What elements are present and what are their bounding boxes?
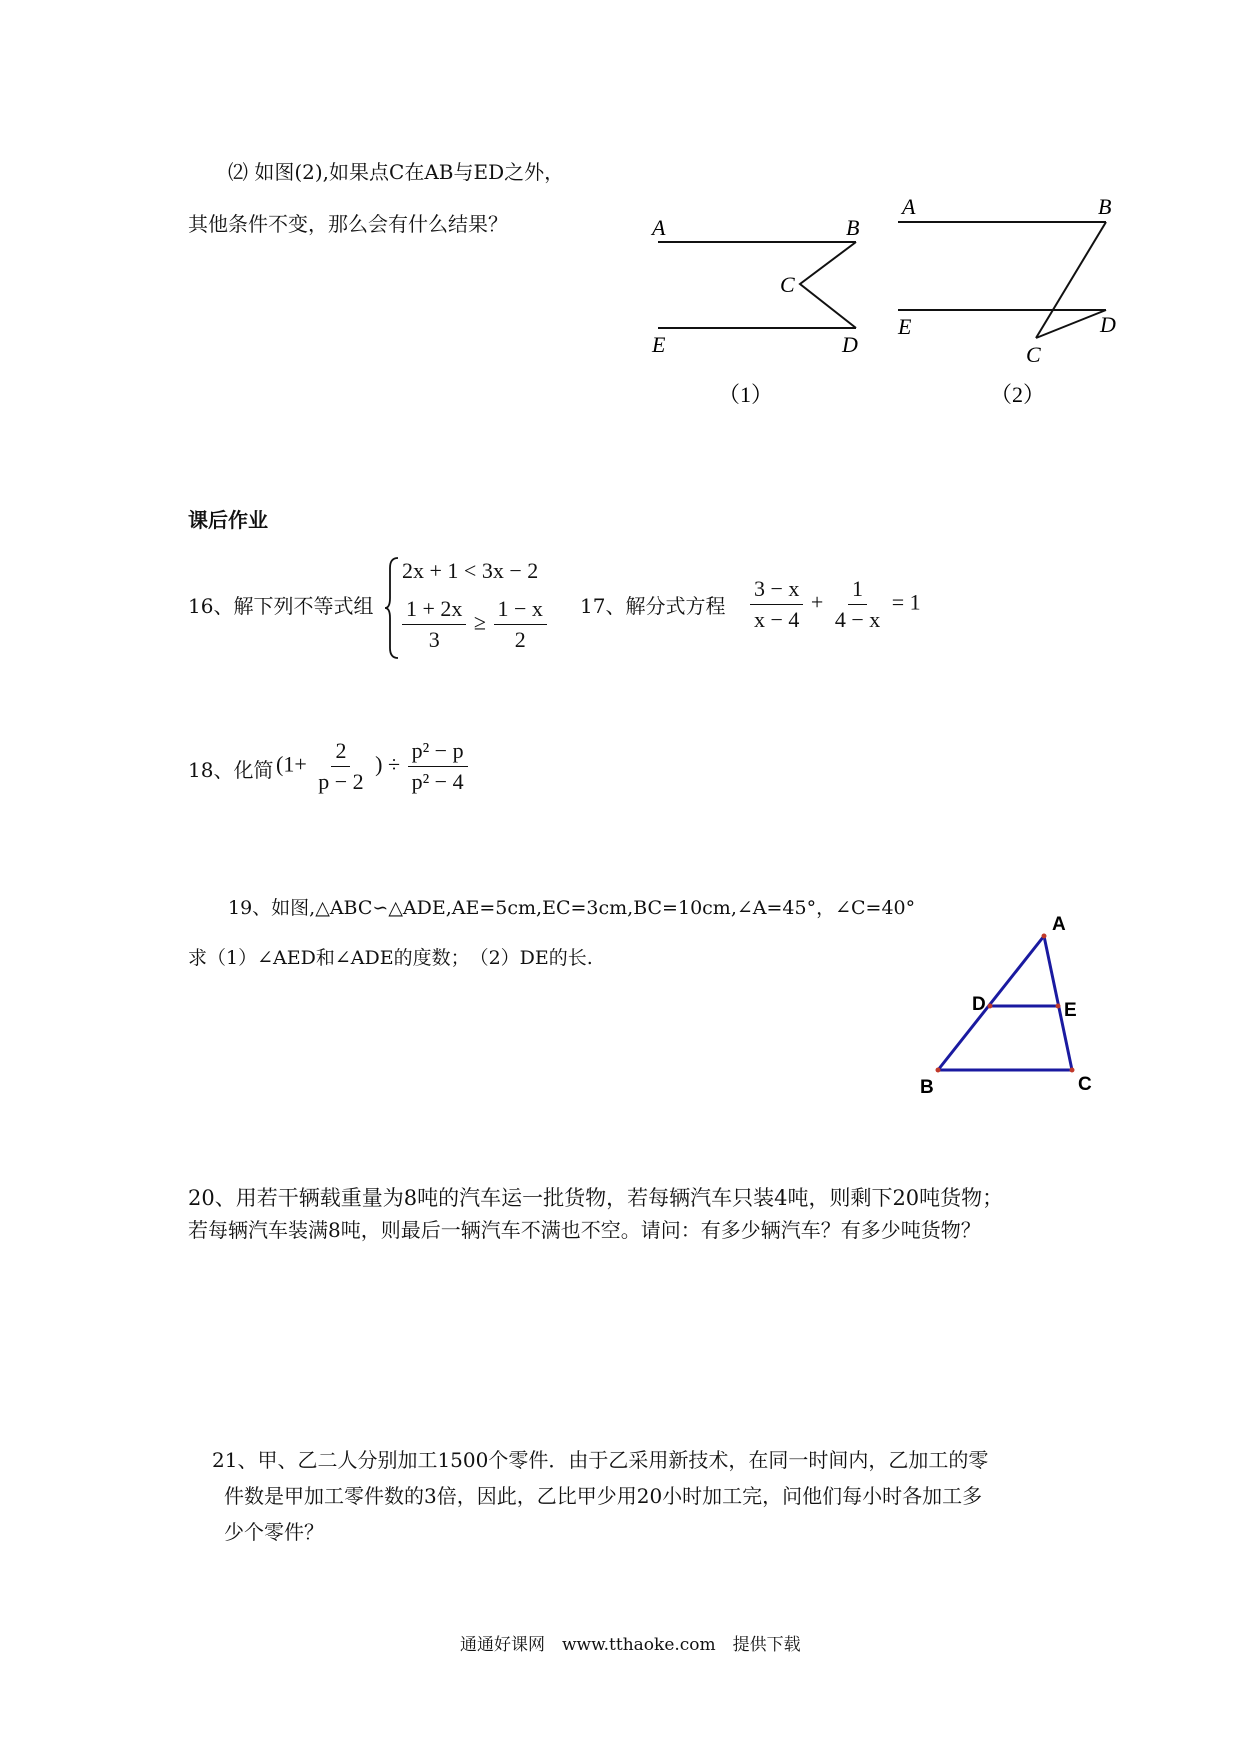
figure-2 [897,194,1116,407]
q19-line1: 19、如图,△ABC∽△ADE,AE=5cm,EC=3cm,BC=10cm,∠A=45°，∠C=40° [228,897,916,919]
q16-frac2-den: 2 [514,627,526,652]
q19-line2: 求（1）∠AED和∠ADE的度数； （2）DE的长. [188,947,593,969]
fig1-caption: （1） [718,382,774,407]
fig2-label-a: A [902,194,916,219]
parallel-lines-figures [640,190,1120,420]
point-b-dot [936,1068,941,1073]
fig1-label-d: D [842,332,858,357]
fig2-label-c: C [1026,342,1041,367]
fig1-label-c: C [780,272,795,297]
q16-inequality-2 [400,596,549,653]
q16-frac1-num: 1 + 2x [402,596,466,625]
q16-ge: ≥ [473,609,486,635]
q17-rhs: = 1 [891,589,921,615]
triangle-label-e: E [1064,1000,1077,1021]
q18-frac2-den: p² − 4 [411,769,464,794]
q21-line2: 件数是甲加工零件数的3倍，因此，乙比甲少用20小时加工完，问他们每小时各加工多 [224,1484,983,1508]
fig1-label-e: E [652,332,666,357]
triangle-label-d: D [972,994,986,1015]
q16-brace [384,556,400,660]
q16-label: 16、解下列不等式组 [188,594,374,618]
q18-close-div: ) ÷ [375,751,401,777]
fig1-line-bcd [800,242,856,328]
q17-frac2-den: 4 − x [834,607,881,632]
fig2-line-bc [1036,222,1106,338]
footer-text: 通通好课网 www.tthaoke.com 提供下载 [460,1635,801,1655]
point-d-dot [988,1004,993,1009]
q18-open: (1+ [276,751,307,777]
point-c-dot [1070,1068,1075,1073]
fig2-label-b: B [1098,194,1112,219]
fig2-line-cd [1036,310,1106,338]
q20-line2: 若每辆汽车装满8吨，则最后一辆汽车不满也不空。请问：有多少辆汽车？有多少吨货物？ [188,1218,981,1242]
q17-frac2-num: 1 [848,576,867,605]
triangle-label-c: C [1078,1074,1092,1095]
figure-1 [650,215,859,407]
q18-frac1-den: p − 2 [318,769,364,794]
q18-frac1-num: 2 [331,738,350,767]
q17-label: 17、解分式方程 [580,594,726,618]
q18-label: 18、化简 [188,758,274,782]
fig2-caption: （2） [990,382,1046,407]
triangle-label-a: A [1052,914,1066,935]
q17-equation [748,576,921,633]
q21-line3: 少个零件？ [224,1520,324,1544]
q21-line1: 21、甲、乙二人分别加工1500个零件．由于乙采用新技术，在同一时间内，乙加工的零 [212,1448,989,1472]
triangle-figure [910,900,1130,1100]
q18-frac2-num: p² − p [408,738,468,767]
q16-frac2-num: 1 − x [494,596,547,625]
triangle-label-b: B [920,1077,934,1098]
point-a-dot [1042,934,1047,939]
q16-frac1-den: 3 [428,627,440,652]
fig1-label-b: B [846,215,860,240]
q15-part2-line2: 其他条件不变，那么会有什么结果？ [188,212,508,236]
fig1-label-a: A [652,215,666,240]
fig2-label-d: D [1100,312,1116,337]
q18-expression [276,738,470,795]
point-e-dot [1056,1004,1061,1009]
triangle-side-ab [938,936,1044,1070]
q17-frac1-den: x − 4 [754,607,800,632]
q17-frac1-num: 3 − x [750,576,803,605]
q20-line1: 20、用若干辆载重量为8吨的汽车运一批货物，若每辆汽车只装4吨，则剩下20吨货物； [188,1186,1004,1210]
fig2-label-e: E [898,314,912,339]
homework-heading: 课后作业 [188,508,268,532]
q17-plus: + [810,589,824,615]
q15-part2-line1: ⑵ 如图(2),如果点C在AB与ED之外， [228,160,565,184]
q16-inequality-1: 2x + 1 < 3x − 2 [402,558,539,583]
